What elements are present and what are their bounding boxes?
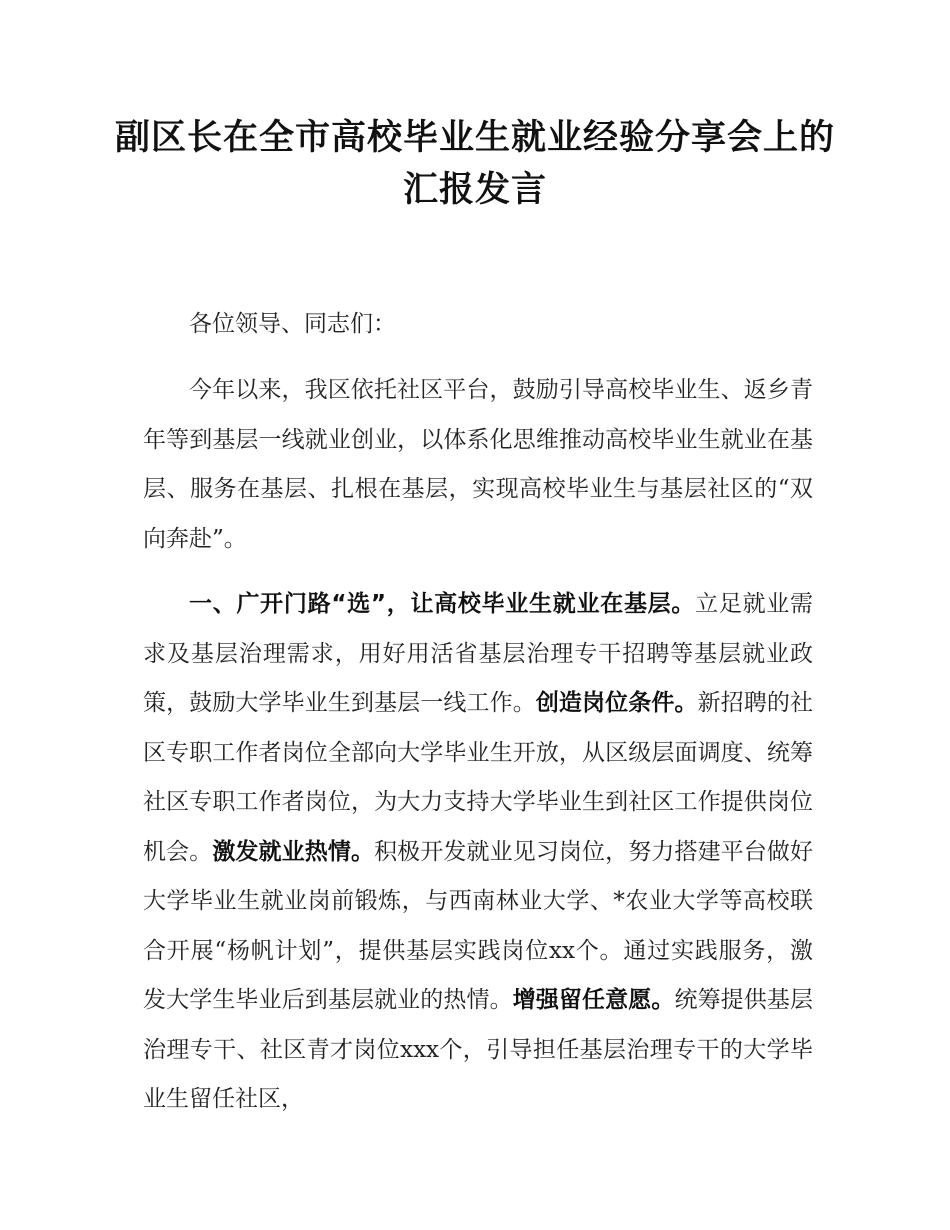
point2-text: 积极开发就业见习岗位，努力搭建平台做好大学毕业生就业岗前锻炼，与西南林业大学、*农业大学等高校联合开展“杨帆计划”，提供基层实践岗位xx个。通过实践服务，激发大学生毕业后到基层就业的热情。 <box>143 838 814 1013</box>
section1-block <box>143 580 813 1125</box>
section1-lead: 立足就业需求及基层治理需求，用好用活省基层治理专干招聘等基层就业政策，鼓励大学毕业生到基层一线工作。 <box>143 591 814 716</box>
salutation-block <box>143 300 813 350</box>
point1-title: 创造岗位条件。 <box>535 690 698 716</box>
point3-title: 增强留任意愿。 <box>512 987 675 1013</box>
point1-text: 新招聘的社区专职工作者岗位全部向大学毕业生开放，从区级层面调度、统筹社区专职工作者岗位，为大力支持大学毕业生到社区工作提供岗位机会。 <box>143 690 814 865</box>
section1-heading: 一、广开门路“选”，让高校毕业生就业在基层。 <box>189 591 696 617</box>
point2-title: 激发就业热情。 <box>212 838 375 865</box>
section1-paragraph <box>143 580 813 1125</box>
point3-text: 统筹提供基层治理专干、社区青才岗位xxx个，引导担任基层治理专干的大学毕业生留任社区， <box>143 987 814 1112</box>
intro-block <box>143 366 813 564</box>
salutation: 各位领导、同志们： <box>189 311 396 337</box>
document-title: 副区长在全市高校毕业生就业经验分享会上的汇报发言 <box>114 118 835 210</box>
intro-paragraph: 今年以来，我区依托社区平台，鼓励引导高校毕业生、返乡青年等到基层一线就业创业，以体系化思维推动高校毕业生就业在基层、服务在基层、扎根在基层，实现高校毕业生与基层社区的“双向奔赴”。 <box>143 377 813 552</box>
